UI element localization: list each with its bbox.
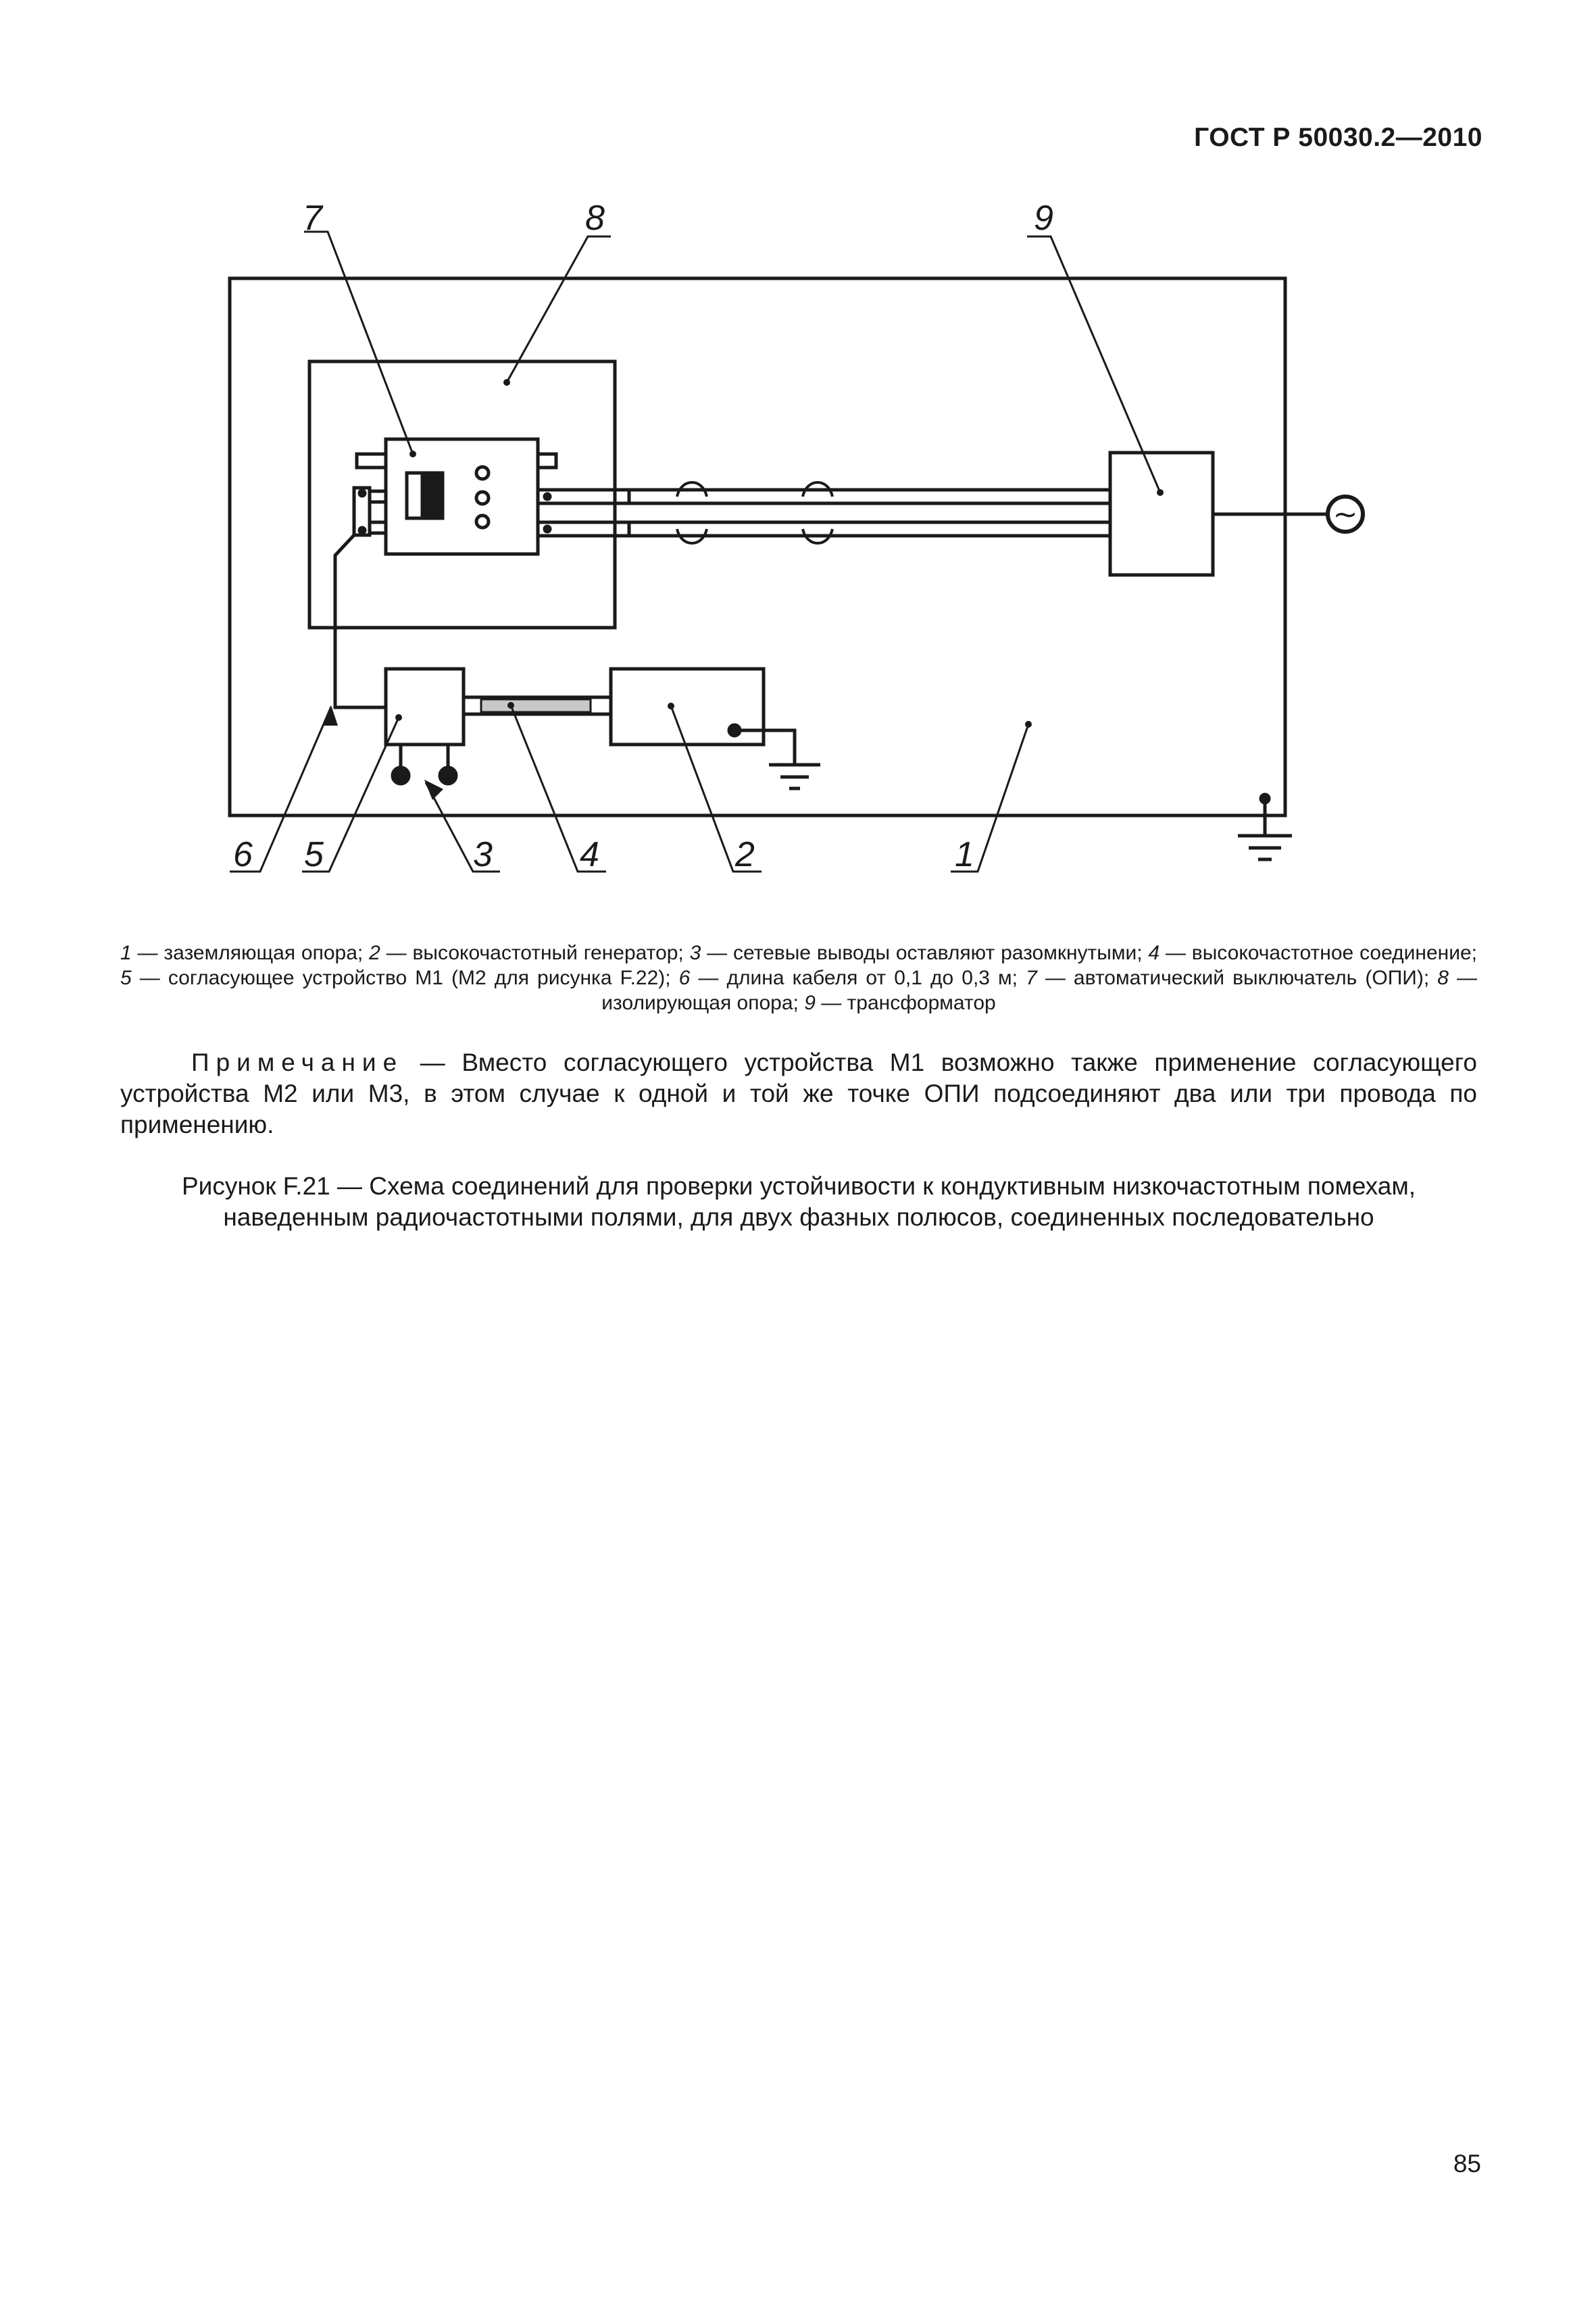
legend-text: — трансформатор — [815, 992, 996, 1014]
figure-caption — [120, 1171, 1477, 1233]
circuit-breaker-device — [354, 439, 556, 554]
legend-num: 3 — [689, 942, 701, 964]
legend-text: — заземляющая опора; — [131, 942, 370, 964]
callout-7: 7 — [303, 199, 322, 238]
legend-num: 8 — [1437, 967, 1449, 989]
callout-8: 8 — [585, 199, 605, 238]
transformer-box — [1110, 453, 1213, 575]
callout-5: 5 — [304, 835, 324, 874]
legend-num: 7 — [1026, 967, 1037, 989]
legend-text: — согласующее устройство M1 (M2 для рисунка F.22); — [131, 967, 679, 989]
legend-text: — изолирующая опора; — [601, 967, 1477, 1014]
callout-1: 1 — [955, 835, 974, 874]
note-label: Примечание — [191, 1049, 404, 1076]
ac-source-symbol: ~ — [1332, 497, 1358, 532]
callout-4: 4 — [580, 835, 599, 874]
legend-text: — высокочастотное соединение; — [1159, 942, 1477, 964]
legend-text: — автоматический выключатель (ОПИ); — [1037, 967, 1438, 989]
caption-line-1: Рисунок F.21 — Схема соединений для проверки устойчивости к кондуктивным низкочастотным помехам, — [181, 1172, 1416, 1200]
legend-num: 4 — [1148, 942, 1160, 964]
legend-num: 1 — [120, 942, 132, 964]
grounding-plane-frame — [230, 278, 1285, 815]
legend-num: 5 — [120, 967, 132, 989]
coupling-device-box — [386, 669, 464, 745]
legend-num: 2 — [369, 942, 380, 964]
note-paragraph — [120, 1047, 1477, 1140]
short-cable — [335, 535, 386, 707]
callout-3: 3 — [473, 835, 493, 874]
cable-bundle — [538, 490, 1110, 536]
page-number: 85 — [1453, 2150, 1481, 2178]
page-header-standard-code: ГОСТ Р 50030.2—2010 — [1194, 123, 1482, 152]
caption-line-2: наведенным радиочастотными полями, для двух фазных полюсов, соединенных последовательно — [223, 1203, 1374, 1231]
callout-2: 2 — [735, 835, 755, 874]
callout-6: 6 — [233, 835, 253, 874]
note-text: — Вместо согласующего устройства M1 возможно также применение согласующего устройства M2 или M3, в этом случае к одной и той же точке ОПИ подсоединяют два или три провода по применению. — [120, 1049, 1477, 1138]
legend-text: — высокочастотный генератор; — [380, 942, 690, 964]
callout-9: 9 — [1034, 199, 1053, 238]
legend-text: — сетевые выводы оставляют разомкнутыми; — [701, 942, 1149, 964]
legend-num: 6 — [678, 967, 691, 989]
figure-legend — [120, 940, 1477, 1015]
legend-text: — длина кабеля от 0,1 до 0,3 м; — [690, 967, 1026, 989]
legend-num: 9 — [804, 992, 816, 1014]
circuit-diagram — [0, 0, 1596, 899]
